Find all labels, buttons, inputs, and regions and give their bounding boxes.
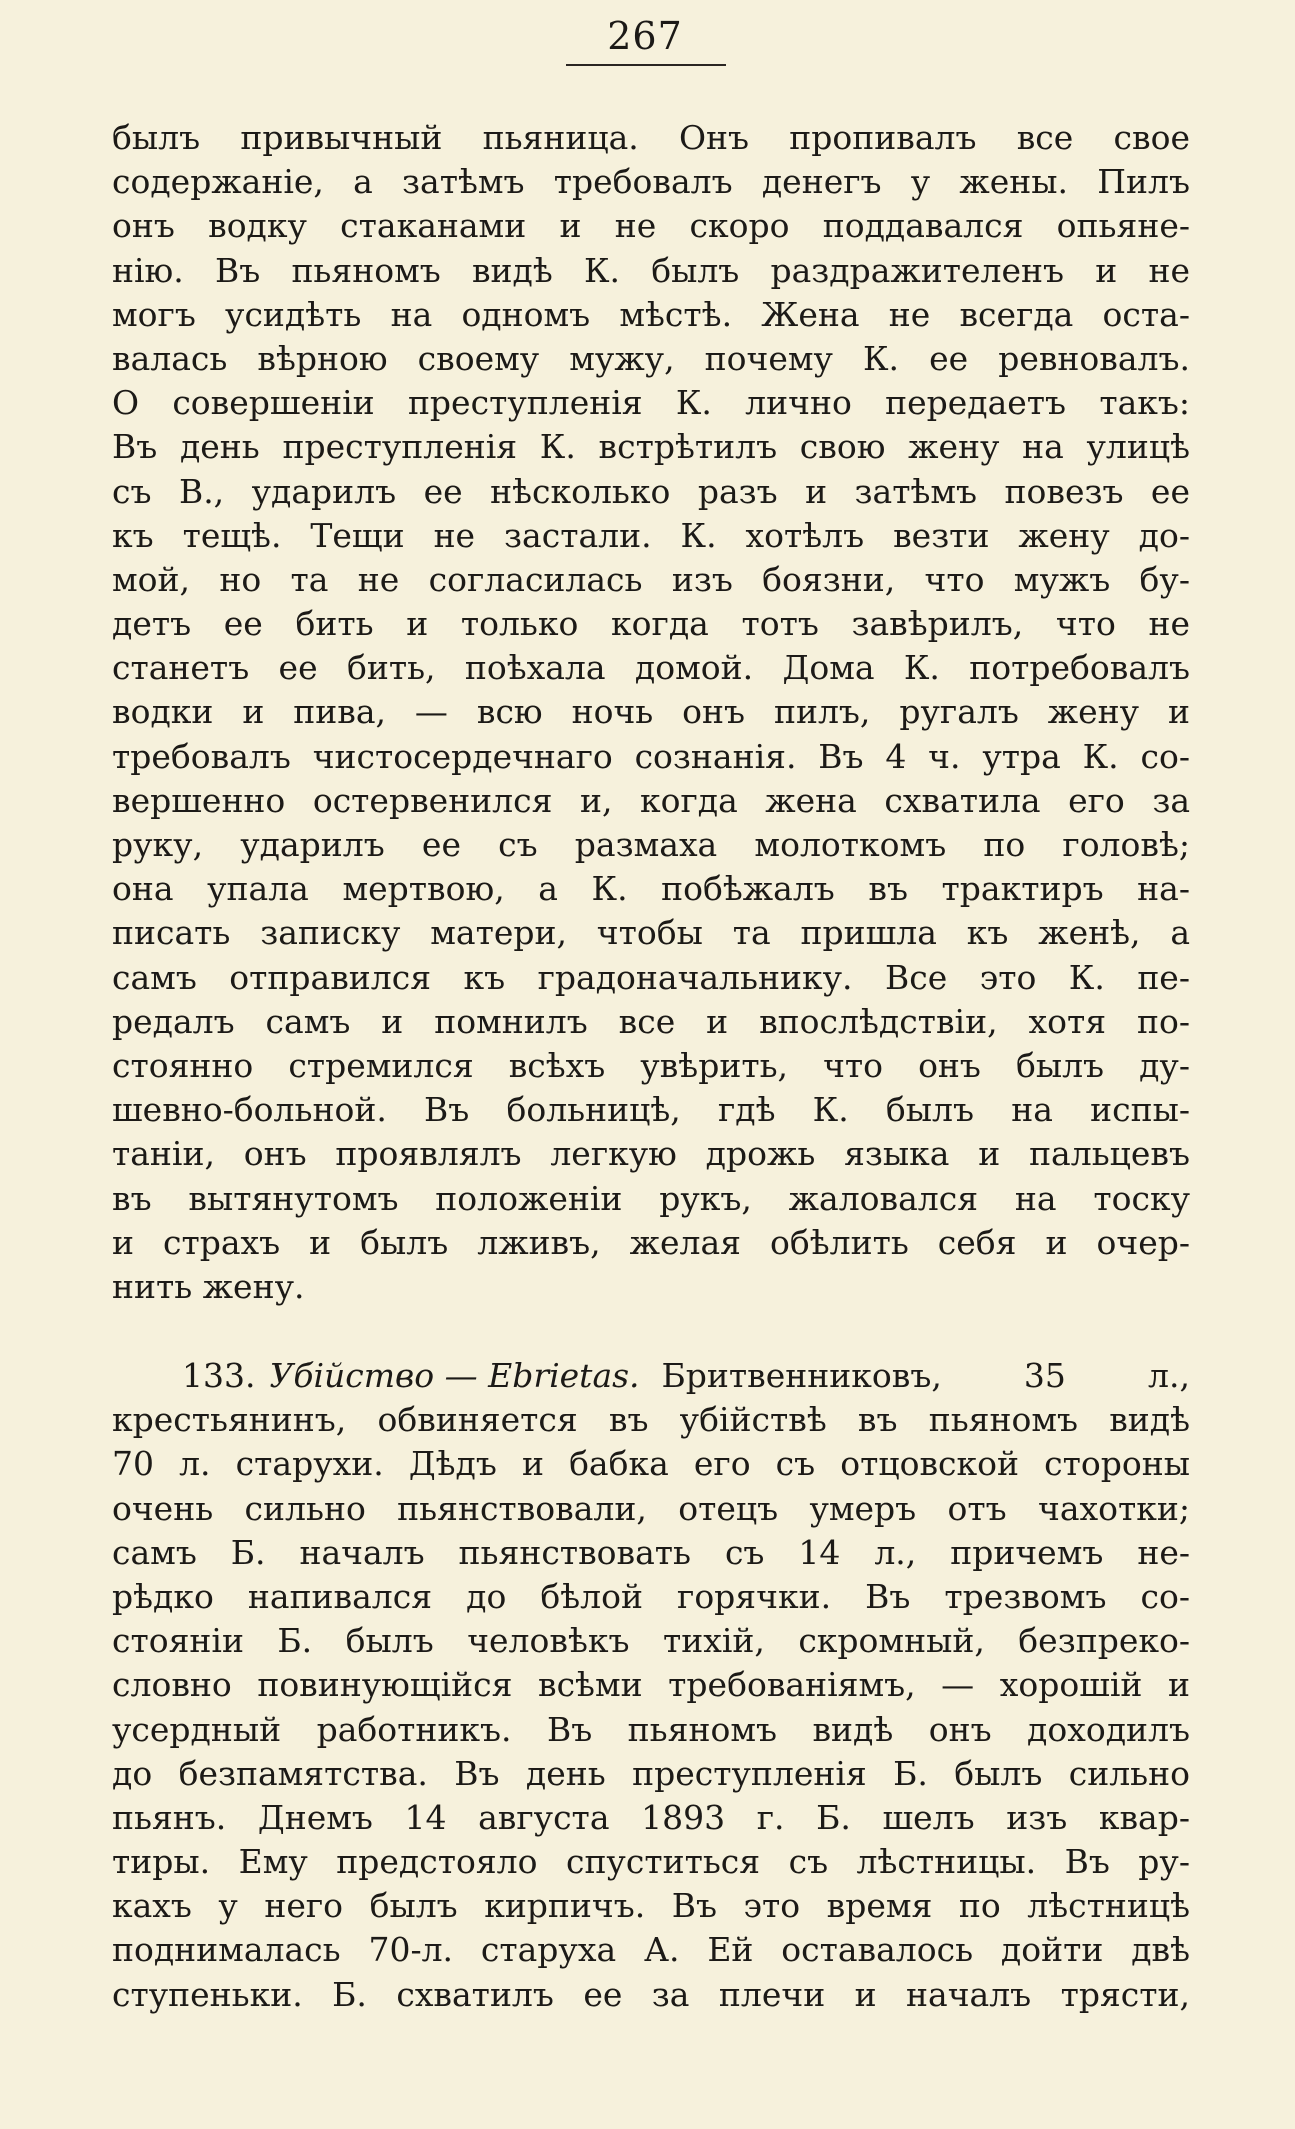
text-line: нить жену.	[112, 1266, 305, 1306]
text-line: 70 л. старухи. Дѣдъ и бабка его съ отцовской стороны	[112, 1444, 1190, 1484]
text-line: шевно-больной. Въ больницѣ, гдѣ К. былъ на испы-	[112, 1090, 1190, 1130]
case-title: Убійство — Ebrietas.	[269, 1356, 640, 1395]
text-line: она упала мертвою, а К. побѣжалъ въ трактиръ на-	[112, 869, 1190, 909]
text-line: таніи, онъ проявлялъ легкую дрожь языка и пальцевъ	[112, 1134, 1190, 1174]
text-line: пьянъ. Днемъ 14 августа 1893 г. Б. шелъ изъ квар-	[112, 1797, 1190, 1837]
text-line: рѣдко напивался до бѣлой горячки. Въ трезвомъ со-	[112, 1576, 1190, 1616]
case-number: 133.	[182, 1356, 256, 1395]
text-line: и страхъ и былъ лживъ, желая обѣлить себя и очер-	[112, 1222, 1190, 1262]
text-line: до безпамятства. Въ день преступленія Б. былъ сильно	[112, 1753, 1190, 1793]
text-line: мой, но та не согласилась изъ боязни, что мужъ бу-	[112, 559, 1190, 599]
text-line: детъ ее бить и только когда тотъ завѣрилъ, что не	[112, 604, 1190, 644]
text-line: писать записку матери, чтобы та пришла къ женѣ, а	[112, 913, 1190, 953]
text-line: крестьянинъ, обвиняется въ убійствѣ въ пьяномъ видѣ	[112, 1400, 1190, 1440]
case-first-line-text: Бритвенниковъ, 35 л.,	[661, 1356, 1190, 1395]
page-number: 267	[607, 14, 683, 58]
text-line: нію. Въ пьяномъ видѣ К. былъ раздражителенъ и не	[112, 250, 1190, 290]
text-line: содержаніе, а затѣмъ требовалъ денегъ у жены. Пилъ	[112, 162, 1190, 202]
text-line: стоянно стремился всѣхъ увѣрить, что онъ былъ ду-	[112, 1045, 1190, 1085]
text-line: вершенно остервенился и, когда жена схватила его за	[112, 780, 1190, 820]
text-line: самъ Б. началъ пьянствовать съ 14 л., причемъ не-	[112, 1532, 1190, 1572]
case-133-section	[112, 1354, 1190, 2017]
text-line: къ тещѣ. Тещи не застали. К. хотѣлъ везти жену до-	[112, 515, 1190, 555]
text-line: руку, ударилъ ее съ размаха молоткомъ по головѣ;	[112, 825, 1190, 864]
case-133-body	[112, 1398, 1190, 2017]
text-line: Въ день преступленія К. встрѣтилъ свою жену на улицѣ	[112, 427, 1190, 467]
text-line: съ В., ударилъ ее нѣсколько разъ и затѣмъ повезъ ее	[112, 471, 1190, 511]
text-line: О совершеніи преступленія К. лично передаетъ такъ:	[112, 383, 1190, 423]
text-line: очень сильно пьянствовали, отецъ умеръ отъ чахотки;	[112, 1488, 1190, 1528]
page-number-rule	[566, 64, 726, 66]
text-line: онъ водку стаканами и не скоро поддавался опьяне-	[112, 206, 1190, 246]
case-133-heading-line	[112, 1354, 1190, 1398]
text-line: станетъ ее бить, поѣхала домой. Дома К. потребовалъ	[112, 648, 1190, 688]
text-line: тиры. Ему предстояло спуститься съ лѣстницы. Въ ру-	[112, 1842, 1190, 1882]
text-line: усердный работникъ. Въ пьяномъ видѣ онъ доходилъ	[112, 1709, 1190, 1749]
text-line: въ вытянутомъ положеніи рукъ, жаловался на тоску	[112, 1178, 1190, 1218]
text-line: самъ отправился къ градоначальнику. Все это К. пе-	[112, 957, 1190, 997]
text-line: водки и пива, — всю ночь онъ пилъ, ругалъ жену и	[112, 692, 1190, 732]
text-line: ступеньки. Б. схватилъ ее за плечи и началъ трясти,	[112, 1974, 1190, 2014]
text-line: могъ усидѣть на одномъ мѣстѣ. Жена не всегда оста-	[112, 294, 1190, 334]
text-line: кахъ у него былъ кирпичъ. Въ это время по лѣстницѣ	[112, 1886, 1190, 1926]
text-line: поднималась 70-л. старуха А. Ей оставалось дойти двѣ	[112, 1930, 1190, 1970]
text-line: стояніи Б. былъ человѣкъ тихій, скромный, безпреко-	[112, 1621, 1190, 1661]
text-line: валась вѣрною своему мужу, почему К. ее ревновалъ.	[112, 338, 1190, 378]
text-line: редалъ самъ и помнилъ все и впослѣдствіи, хотя по-	[112, 1001, 1190, 1041]
text-line: словно повинующійся всѣми требованіямъ, — хорошій и	[112, 1665, 1190, 1705]
text-line: требовалъ чистосердечнаго сознанія. Въ 4 ч. утра К. со-	[112, 736, 1190, 776]
text-line: былъ привычный пьяница. Онъ пропивалъ все свое	[112, 118, 1190, 157]
text-section-continued	[112, 116, 1190, 1309]
